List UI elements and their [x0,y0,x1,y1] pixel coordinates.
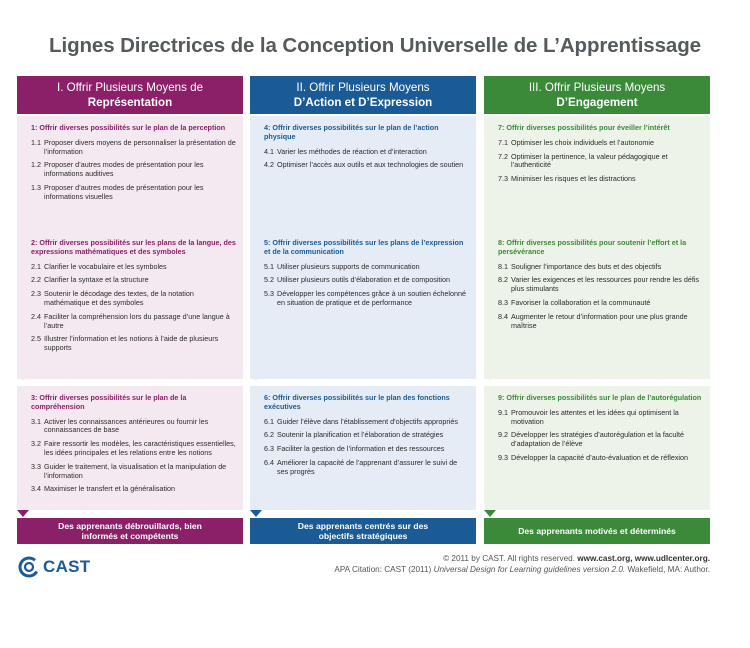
checkpoint-item [498,276,704,294]
checkpoint-item [264,161,470,170]
citation-prefix: APA Citation: CAST (2011) [334,565,432,574]
column-header-line1: III. Offrir Plusieurs Moyens [528,81,666,94]
checkpoint-number: 3.3 [31,461,41,471]
guideline-box-8 [484,231,710,379]
checkpoint-number: 5.3 [264,289,274,299]
guideline-heading: 5: Offrir diverses possibilités sur les plans de l’expression et de la communication [264,238,464,256]
guideline-heading: 9: Offrir diverses possibilités sur le plan de l’autorégulation [498,393,702,402]
checkpoint-text: Optimiser la pertinence, la valeur pédagogique et l’authenticité [511,151,668,170]
checkpoint-number: 3.2 [31,439,41,449]
checkpoint-item [31,161,237,179]
checkpoint-text: Souligner l’importance des buts et des objectifs [511,261,662,271]
guideline-heading: 8: Offrir diverses possibilités pour soutenir l’effort et la persévérance [498,238,687,256]
checkpoint-item [498,263,704,272]
checkpoint-text: Proposer d’autres modes de présentation pour les informations auditives [44,160,204,179]
checkpoint-text: Promouvoir les attentes et les idées qui optimisent la motivation [511,407,679,426]
checkpoint-text: Maximiser le transfert et la généralisation [44,484,176,494]
checkpoint-text: Optimiser l’accès aux outils et aux technologies de soutien [277,160,464,170]
checkpoint-text: Soutenir la planification et l’élaboration de stratégies [277,430,444,440]
column-footer-text: Des apprenants motivés et déterminés [518,525,676,536]
column-footer-text: Des apprenants débrouillards, bien informés et compétents [58,520,202,541]
checkpoint-text: Développer les compétences grâce à un soutien échelonné en situation de pratique et de performance [277,289,466,307]
checkpoint-number: 6.1 [264,416,274,426]
checkpoint-text: Favoriser la collaboration et la communauté [511,297,651,307]
checkpoint-text: Faciliter la gestion de l’information et des ressources [277,444,445,454]
page-title: Lignes Directrices de la Conception Universelle de L’Apprentissage [49,34,701,57]
checkpoint-number: 1.1 [31,137,41,147]
checkpoint-item [264,276,470,285]
column-footer-text: Des apprenants centrés sur des objectifs stratégiques [297,520,429,541]
checkpoint-item [31,276,237,285]
checkpoint-number: 2.1 [31,261,41,271]
copyright-text: © 2011 by CAST. All rights reserved. [443,554,576,563]
checkpoint-text: Activer les connaissances antérieures ou fournir les connaissances de base [44,416,209,435]
column-footer [17,518,243,544]
checkpoint-number: 8.4 [498,311,508,321]
guideline-heading: 7: Offrir diverses possibilités pour éveiller l’intérêt [498,123,670,132]
guideline-heading: 2: Offrir diverses possibilités sur les plans de la langue, des expressions mathématiques et des symboles [31,238,236,256]
checkpoint-item [31,418,237,436]
guideline-heading: 1: Offrir diverses possibilités sur le plan de la perception [31,123,226,132]
column-header-line2: Représentation [87,96,173,109]
checkpoint-item [31,290,237,308]
checkpoint-item [498,313,704,331]
checkpoint-item [31,440,237,458]
checkpoint-number: 1.3 [31,182,41,192]
checkpoint-item [498,454,704,463]
checkpoint-number: 6.4 [264,457,274,467]
guideline-box-5 [250,231,476,379]
checkpoint-number: 2.2 [31,275,41,285]
checkpoint-number: 1.2 [31,160,41,170]
checkpoint-number: 4.1 [264,146,274,156]
checkpoint-text: Améliorer la capacité de l’apprenant d’assurer le suivi de ses progrès [277,457,458,476]
column-header [484,76,710,114]
citation-suffix: Wakefield, MA: Author. [627,565,710,574]
checkpoint-number: 5.2 [264,275,274,285]
checkpoint-text: Développer les stratégies d’autorégulation et la faculté d’adaptation de l’élève [511,430,685,449]
checkpoint-number: 4.2 [264,160,274,170]
checkpoint-number: 9.1 [498,407,508,417]
checkpoint-item [264,459,470,477]
checkpoint-text: Faciliter la compréhension lors du passage d’une langue à l’autre [44,311,230,330]
checkpoint-number: 7.3 [498,174,508,184]
copyright-line [334,553,710,564]
checkpoint-item [31,335,237,353]
column-header-line1: I. Offrir Plusieurs Moyens de [56,81,204,94]
column-action-expression [250,76,476,541]
checkpoint-number: 9.2 [498,430,508,440]
checkpoint-item [498,409,704,427]
column-header-line1: II. Offrir Plusieurs Moyens [296,81,430,94]
checkpoint-item [31,313,237,331]
checkpoint-number: 8.1 [498,261,508,271]
checkpoint-item [31,485,237,494]
citation-line [334,564,710,575]
checkpoint-text: Utiliser plusieurs outils d’élaboration et de composition [277,275,450,285]
checkpoint-item [31,184,237,202]
checkpoint-number: 2.5 [31,334,41,344]
checkpoint-text: Augmenter le retour d’information pour une plus grande maîtrise [511,311,688,330]
checkpoint-text: Soutenir le décodage des textes, de la notation mathématique et des symboles [44,289,194,307]
checkpoint-number: 6.3 [264,444,274,454]
column-footer [484,518,710,544]
checkpoint-item [264,148,470,157]
column-header [250,76,476,114]
checkpoint-item [264,290,470,308]
checkpoint-number: 7.1 [498,137,508,147]
cast-logo [18,556,90,578]
checkpoint-text: Guider l’élève dans l’établissement d’objectifs appropriés [277,416,458,426]
checkpoint-item [498,175,704,184]
checkpoint-item [264,263,470,272]
guideline-box-6 [250,386,476,510]
checkpoint-item [498,139,704,148]
checkpoint-number: 3.4 [31,484,41,494]
guideline-box-3 [17,386,243,510]
checkpoint-text: Minimiser les risques et les distractions [511,174,636,184]
checkpoint-text: Optimiser les choix individuels et l’autonomie [511,137,655,147]
checkpoint-text: Guider le traitement, la visualisation et la manipulation de l’information [44,461,227,480]
website-links: www.cast.org, www.udlcenter.org. [577,554,710,563]
checkpoint-text: Proposer d’autres modes de présentation pour les informations visuelles [44,182,204,201]
checkpoint-item [498,299,704,308]
column-header-line2: D’Action et D’Expression [293,96,433,109]
checkpoint-number: 8.2 [498,275,508,285]
checkpoint-item [264,418,470,427]
guideline-box-9 [484,386,710,510]
checkpoint-number: 9.3 [498,452,508,462]
checkpoint-number: 7.2 [498,151,508,161]
column-engagement [484,76,710,536]
checkpoint-number: 3.1 [31,416,41,426]
column-header-line2: D’Engagement [556,96,638,109]
guideline-heading: 3: Offrir diverses possibilités sur le plan de la compréhension [31,393,187,411]
checkpoint-number: 5.1 [264,261,274,271]
checkpoint-item [31,463,237,481]
checkpoint-text: Varier les exigences et les ressources pour rendre les défis plus stimulants [511,275,700,294]
column-representation [17,76,243,541]
checkpoint-item [264,445,470,454]
checkpoint-number: 2.4 [31,311,41,321]
checkpoint-item [264,431,470,440]
checkpoint-text: Clarifier le vocabulaire et les symboles [44,261,167,271]
copyright-block [334,553,710,575]
checkpoint-text: Varier les méthodes de réaction et d’interaction [277,146,427,156]
guideline-heading: 4: Offrir diverses possibilités sur le plan de l’action physique [264,123,439,141]
checkpoint-text: Illustrer l’information et les notions à l’aide de plusieurs supports [44,334,219,353]
checkpoint-number: 6.2 [264,430,274,440]
checkpoint-text: Clarifier la syntaxe et la structure [44,275,149,285]
column-header [17,76,243,114]
cast-logo-icon [18,556,40,578]
citation-title: Universal Design for Learning guidelines version 2.0. [433,565,626,574]
checkpoint-item [498,153,704,171]
checkpoint-text: Utiliser plusieurs supports de communication [277,261,420,271]
checkpoint-number: 8.3 [498,297,508,307]
guideline-heading: 6: Offrir diverses possibilités sur le plan des fonctions exécutives [264,393,450,411]
logo-text: CAST [43,557,91,576]
checkpoint-number: 2.3 [31,289,41,299]
checkpoint-item [498,431,704,449]
checkpoint-text: Développer la capacité d’auto-évaluation et de réflexion [511,452,689,462]
checkpoint-text: Proposer divers moyens de personnaliser la présentation de l’information [44,137,236,156]
checkpoint-item [31,139,237,157]
guideline-box-2 [17,231,243,379]
column-footer [250,518,476,544]
checkpoint-text: Faire ressortir les modèles, les caractéristiques essentielles, les idées principales et les relations entre les notions [44,439,236,457]
checkpoint-item [31,263,237,272]
